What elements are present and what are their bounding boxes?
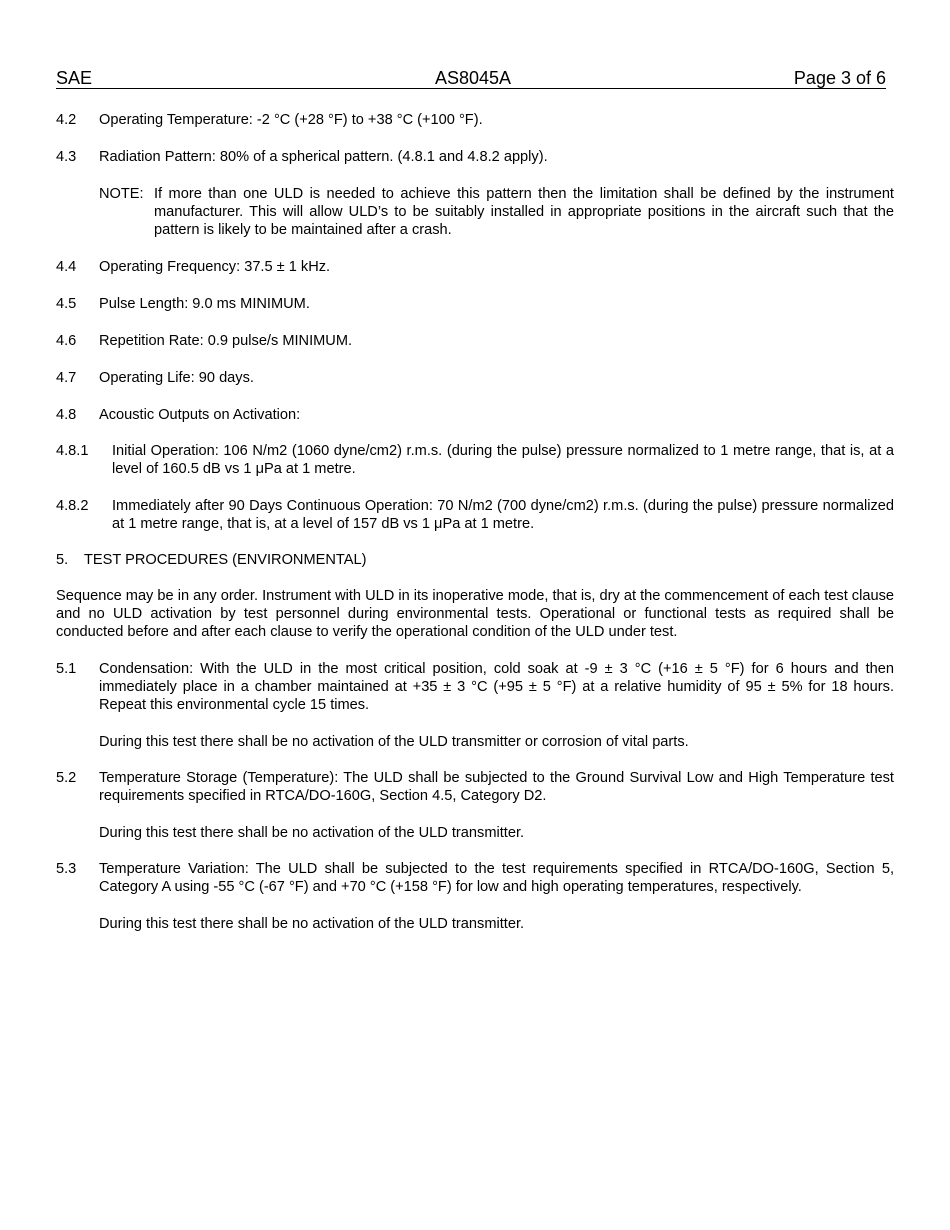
section-number: 4.5 bbox=[56, 296, 77, 312]
section-5-2 bbox=[56, 769, 894, 805]
section-text: Immediately after 90 Days Continuous Operation: 70 N/m2 (700 dyne/cm2) r.m.s. (during the pulse) pressure normalized at 1 metre range, that is, at a level of 157 dB vs 1 μPa at 1 metre. bbox=[112, 498, 894, 532]
section-number: 4.8 bbox=[56, 407, 77, 423]
section-text: Operating Life: 90 days. bbox=[99, 370, 254, 386]
section-number: 5. bbox=[56, 552, 69, 568]
section-text: Operating Temperature: -2 °C (+28 °F) to +38 °C (+100 °F). bbox=[99, 112, 483, 128]
section-4-2 bbox=[56, 111, 894, 129]
header-doc-number: AS8045A bbox=[435, 68, 512, 88]
section-5-heading bbox=[56, 551, 894, 569]
section-5-3 bbox=[56, 860, 894, 896]
section-heading-text: TEST PROCEDURES (ENVIRONMENTAL) bbox=[84, 552, 367, 568]
section-5-1-note: During this test there shall be no activation of the ULD transmitter or corrosion of vital parts. bbox=[99, 734, 689, 750]
section-number: 5.2 bbox=[56, 770, 77, 786]
section-number: 4.8.2 bbox=[56, 498, 89, 514]
section-text: Initial Operation: 106 N/m2 (1060 dyne/cm2) r.m.s. (during the pulse) pressure normalized to 1 metre range, that is, at a level of 160.5 dB vs 1 μPa at 1 metre. bbox=[112, 443, 894, 477]
section-4-7 bbox=[56, 369, 894, 387]
section-number: 4.7 bbox=[56, 370, 77, 386]
page-header bbox=[56, 69, 886, 89]
section-text: Temperature Variation: The ULD shall be subjected to the test requirements specified in RTCA/DO-160G, Section 5, Category A using -55 °C (-67 °F) and +70 °C (+158 °F) for low and high operating temperatures, respectively. bbox=[99, 861, 894, 895]
section-number: 4.3 bbox=[56, 149, 77, 165]
note-text: If more than one ULD is needed to achieve this pattern then the limitation shall be defined by the instrument manufacturer. This will allow ULD’s to be suitably installed in appropriate positions in the aircraft such that the pattern is likely to be maintained after a crash. bbox=[154, 186, 894, 238]
section-4-4 bbox=[56, 258, 894, 276]
section-text: Temperature Storage (Temperature): The ULD shall be subjected to the Ground Survival Low and High Temperature test requirements specified in RTCA/DO-160G, Section 4.5, Category D2. bbox=[99, 770, 894, 804]
section-number: 5.1 bbox=[56, 661, 77, 677]
section-text: Radiation Pattern: 80% of a spherical pattern. (4.8.1 and 4.8.2 apply). bbox=[99, 149, 548, 165]
note-label: NOTE: bbox=[99, 186, 144, 202]
section-4-5 bbox=[56, 295, 894, 313]
section-4-3 bbox=[56, 148, 894, 166]
section-number: 4.2 bbox=[56, 112, 77, 128]
section-number: 4.6 bbox=[56, 333, 77, 349]
section-number: 4.4 bbox=[56, 259, 77, 275]
section-4-6 bbox=[56, 332, 894, 350]
document-body bbox=[56, 111, 894, 933]
section-4-8-2 bbox=[56, 497, 894, 533]
section-4-8 bbox=[56, 406, 894, 424]
note-block bbox=[99, 185, 894, 239]
header-page-number: Page 3 of 6 bbox=[793, 68, 886, 88]
section-5-1 bbox=[56, 660, 894, 714]
section-4-8-1 bbox=[56, 442, 894, 478]
section-text: Condensation: With the ULD in the most critical position, cold soak at -9 ± 3 °C (+16 ± 5 °F) for 6 hours and then immediately place in a chamber maintained at +35 ± 3 °C (+95 ± 5 °F) at a relative humidity of 95 ± 5% for 18 hours. Repeat this environmental cycle 15 times. bbox=[99, 661, 894, 713]
section-number: 5.3 bbox=[56, 861, 77, 877]
section-5-3-note: During this test there shall be no activation of the ULD transmitter. bbox=[99, 916, 525, 932]
section-5-2-note: During this test there shall be no activation of the ULD transmitter. bbox=[99, 825, 525, 841]
header-org: SAE bbox=[56, 68, 93, 88]
section-text: Pulse Length: 9.0 ms MINIMUM. bbox=[99, 296, 310, 312]
section-number: 4.8.1 bbox=[56, 443, 89, 459]
section-text: Repetition Rate: 0.9 pulse/s MINIMUM. bbox=[99, 333, 353, 349]
section-text: Acoustic Outputs on Activation: bbox=[99, 407, 301, 423]
section-5-intro: Sequence may be in any order. Instrument with ULD in its inoperative mode, that is, dry at the commencement of each test clause and no ULD activation by test personnel during environmental tests. Operational or functional tests as required shall be conducted before and after each clause to verify the operational condition of the ULD under test. bbox=[56, 588, 894, 640]
section-text: Operating Frequency: 37.5 ± 1 kHz. bbox=[99, 259, 331, 275]
